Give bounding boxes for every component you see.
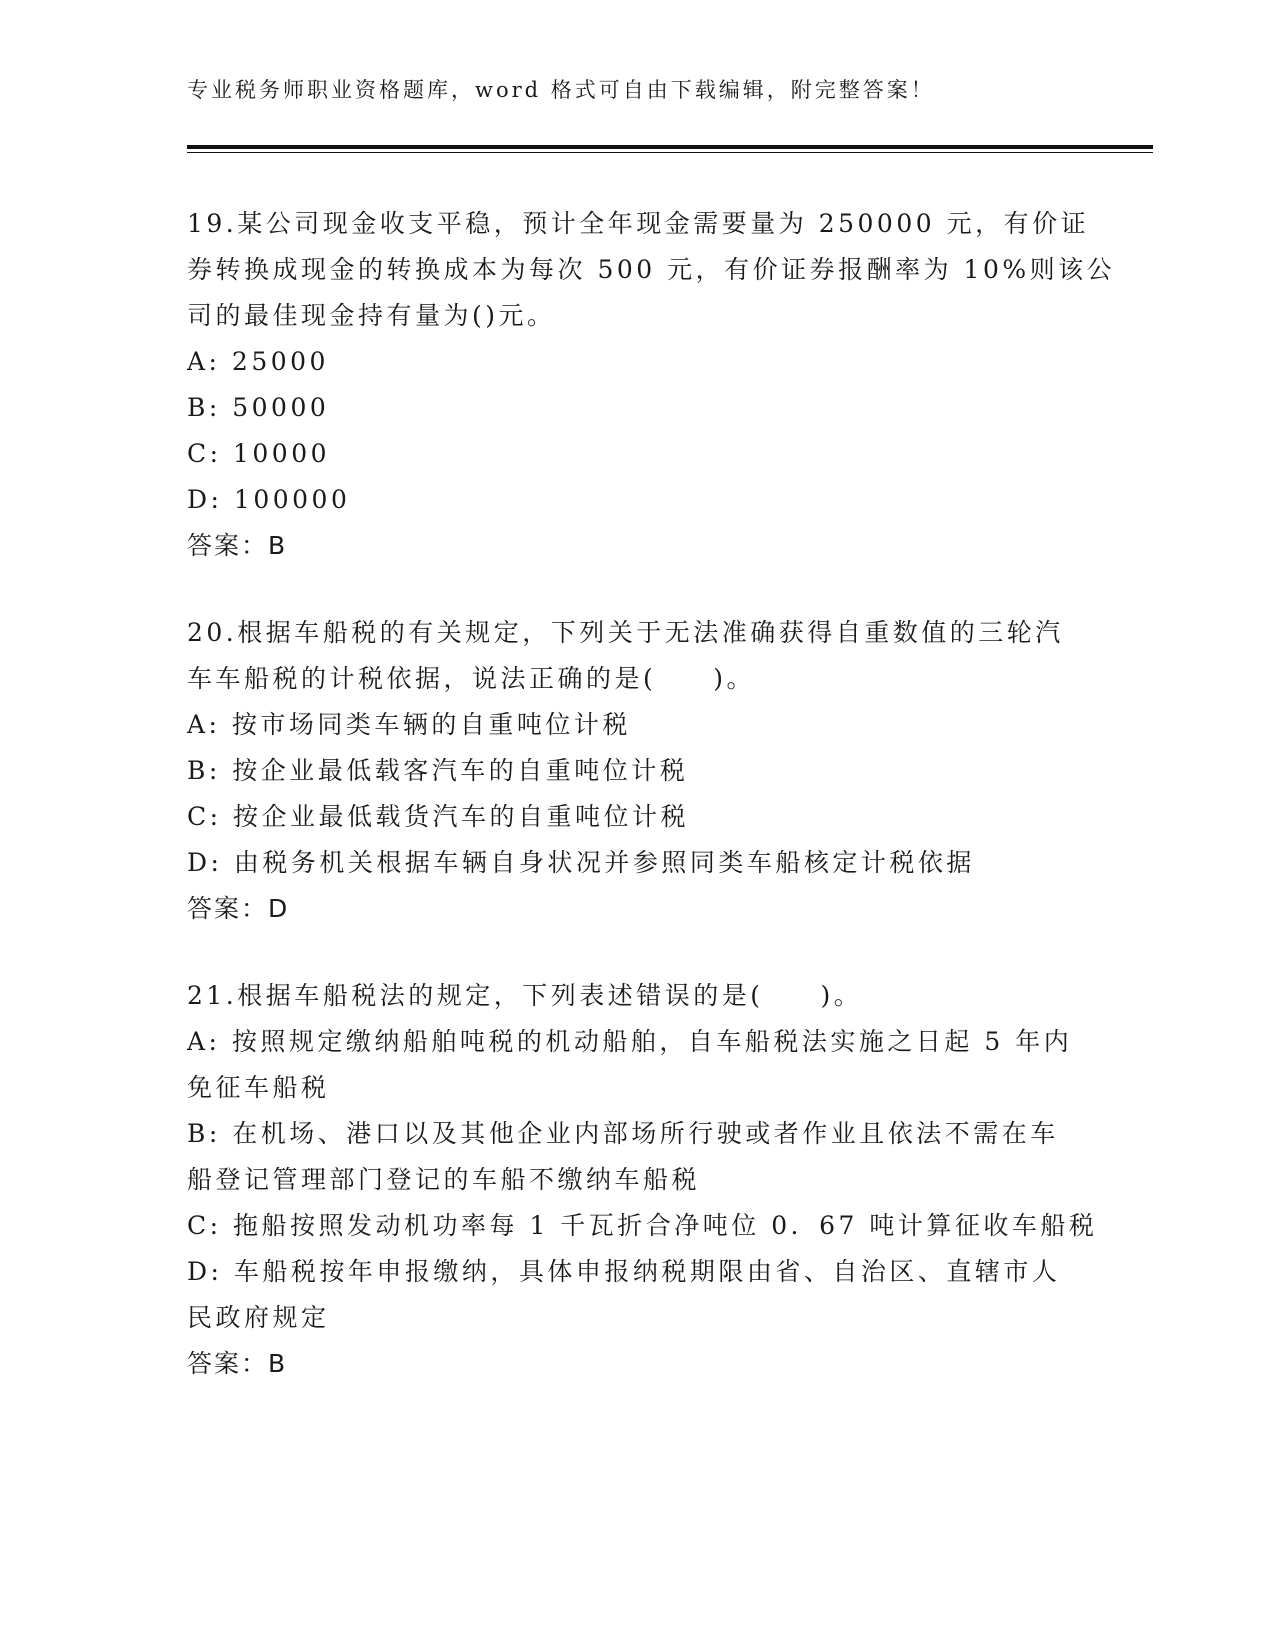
question-19 [187, 201, 1116, 569]
question-stem-line: 20.根据车船税的有关规定，下列关于无法准确获得自重数值的三轮汽 [187, 618, 1064, 647]
option-a-continued: 免征车船税 [187, 1073, 330, 1102]
option-c: C: 按企业最低载货汽车的自重吨位计税 [187, 802, 689, 831]
question-21 [187, 973, 1098, 1387]
question-stem-line: 车车船税的计税依据，说法正确的是( )。 [187, 664, 756, 693]
option-a: A: 25000 [187, 347, 329, 376]
question-stem-line: 券转换成现金的转换成本为每次 500 元，有价证券报酬率为 10%则该公 [187, 255, 1116, 284]
question-stem-line: 21.根据车船税法的规定，下列表述错误的是( )。 [187, 981, 863, 1010]
option-b-continued: 船登记管理部门登记的车船不缴纳车船税 [187, 1165, 701, 1194]
page-header: 专业税务师职业资格题库，word 格式可自由下载编辑，附完整答案！ [187, 78, 935, 102]
question-stem-line: 19.某公司现金收支平稳，预计全年现金需要量为 250000 元，有价证 [187, 209, 1090, 238]
option-b: B: 在机场、港口以及其他企业内部场所行驶或者作业且依法不需在车 [187, 1119, 1059, 1148]
question-stem-line: 司的最佳现金持有量为()元。 [187, 301, 556, 330]
header-rule-thin [187, 152, 1153, 153]
question-20 [187, 610, 1087, 932]
option-d: D: 车船税按年申报缴纳，具体申报纳税期限由省、自治区、直辖市人 [187, 1257, 1061, 1286]
answer-label: 答案：D [187, 894, 290, 923]
option-d: D: 100000 [187, 485, 351, 514]
option-a: A: 按市场同类车辆的自重吨位计税 [187, 710, 631, 739]
option-b: B: 按企业最低载客汽车的自重吨位计税 [187, 756, 689, 785]
option-d-continued: 民政府规定 [187, 1303, 330, 1332]
option-c: C: 10000 [187, 439, 331, 468]
option-c: C: 拖船按照发动机功率每 1 千瓦折合净吨位 0．67 吨计算征收车船税 [187, 1211, 1098, 1240]
answer-label: 答案：B [187, 531, 288, 560]
option-a: A: 按照规定缴纳船舶吨税的机动船舶，自车船税法实施之日起 5 年内 [187, 1027, 1073, 1056]
answer-label: 答案：B [187, 1349, 288, 1378]
header-rule-thick [187, 145, 1153, 149]
option-d: D: 由税务机关根据车辆自身状况并参照同类车船核定计税依据 [187, 848, 975, 877]
option-b: B: 50000 [187, 393, 330, 422]
